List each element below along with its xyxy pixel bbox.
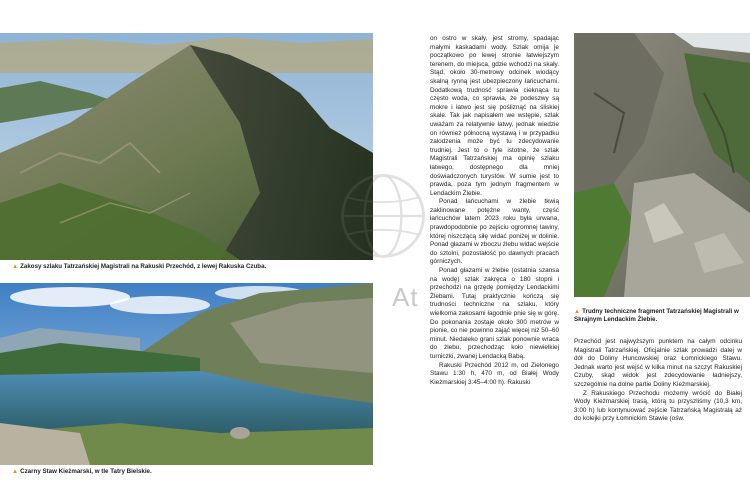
paragraph: Przechód jest najwyższym punktem na całym odcinku Magistrali Tatrzańskiej. Oficjalnie szlak prowadzi dalej w dół do Doliny Huncowskiej oraz Łomnickiego Stawu. Jednak warto jest wejść w kilka minut na szczyt Rakuskiej Czuby, skąd widok jest zdecydowanie ładniejszy, szczególnie na dolne partie Doliny Kieżmarskiej. (574, 338, 742, 388)
lake-photo (0, 283, 373, 465)
caption-right: ▲ Trudny techniczne fragment Tatrzańskiej Magistrali w Skrajnym Lendackim Żlebie. (574, 308, 739, 323)
text-column-right (574, 338, 742, 424)
caption-marker-icon: ▲ (12, 263, 19, 270)
watermark-text: At (392, 282, 419, 312)
caption-marker-icon: ▲ (12, 468, 19, 475)
text-column-center (430, 35, 559, 387)
paragraph: Ponad łańcuchami w żlebie tkwią zaklinowane potężne wanty, część łańcuchów latem 2023 roku była urwana, prawdopodobnie po zejściu ogromnej lawiny, której niszczącą siłę widać poniżej w dolinie. Ponad głazami w zboczu żlebu widać wejście do sztolni, pozostałość po dawnych pracach górniczych. (430, 198, 559, 266)
paragraph: on ostro w skały, jest stromy, spadając małymi kaskadami wody. Szlak omija je początkowo po lewej stronie łatwiejszym terenem, do miejsca, gdzie wchodzi na skały. Stąd, około 30-metrowy odcinek wiodący skalną rynną jest ubezpieczony łańcuchami. Dodatkową trudność sprawia cieknąca tu często woda, co sprawia, że podeszwy są mokre i łatwo jest się pośliznąć na śliskiej skale. Tak jak napisałem we wstępie, szlak uważam za relatywnie łatwy, jednak wiedzie on również północną wystawą i w przypadku zalodzenia może być tu zdecydowanie trudniej. Jest to o tyle istotne, że szlak Magistrali Tatrzańskiej ma opinię szlaku łatwego, dostępnego dla mniej doświadczonych turystów. W sumie jest to prawda, poza tym jednym fragmentem w Lendackim Żlebie. (430, 35, 559, 197)
paragraph: Ponad głazami w żlebie (ostatnia szansa na wodę) szlak zakręca o 180 stopni i przechodzi na grzędę pomiędzy Lendackimi Żlebami. Tutaj praktycznie kończą się trudności techniczne na szlaku, który wielkoma zakosami łagodnie pnie się w górę. Do pokonania zostaje około 300 metrów w pionie, co nie powinno zająć więcej niż 50–60 minut. Niedaleko grani szlak ponownie wraca do żlebu, przechodząc koło niewielkiej turniczki, zwanej Lendacką Babą. (430, 267, 559, 360)
rocky-gully-photo (574, 33, 750, 297)
caption-marker-icon: ▲ (574, 308, 581, 315)
paragraph: Rakuski Przechód 2012 m, od Zielonego Stawu 1:30 h, 470 m, od Białej Wody Kieżmarskiej 3:45–4:00 h). Rakuski (430, 361, 559, 386)
mountain-ridge-photo (0, 33, 373, 260)
paragraph: Z Rakuskiego Przechodu możemy wrócić do Białej Wody Kieżmarskiej trasą, którą tu przyszliśmy (10,3 km, 3:00 h) lub kontynuować zejście Tatrzańską Magistralą aż do kolejki przy Łomnickim Stawie (ośw. (574, 389, 742, 423)
globe-watermark-icon (337, 170, 429, 262)
caption-top-left: ▲ Zakosy szlaku Tatrzańskiej Magistrali na Rakuski Przechód, z lewej Rakuska Czuba. (12, 263, 267, 270)
caption-bottom-left: ▲ Czarny Staw Kieżmarski, w tle Tatry Bielskie. (12, 468, 152, 475)
